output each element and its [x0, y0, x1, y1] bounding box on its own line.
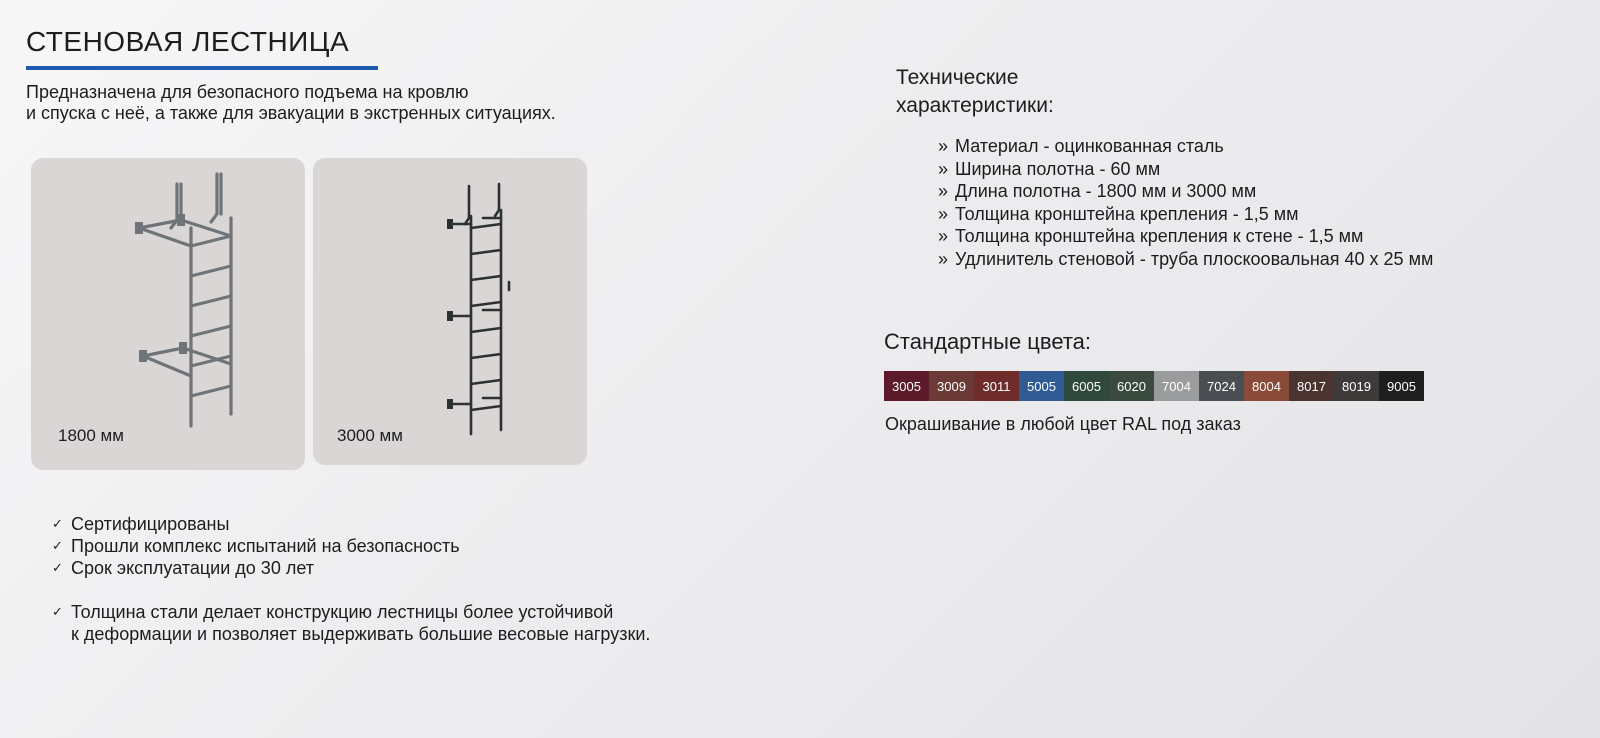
intro-line-1: Предназначена для безопасного подъема на кровлю [26, 82, 469, 102]
double-chevron-icon: » [938, 158, 949, 179]
benefit-item [52, 557, 792, 579]
product-card-1800 [31, 158, 305, 470]
color-swatch-9005: 9005 [1379, 371, 1424, 401]
benefit-text: Прошли комплекс испытаний на безопасность [71, 536, 460, 556]
color-swatch-7004: 7004 [1154, 371, 1199, 401]
product-caption-1800: 1800 мм [58, 426, 124, 445]
benefit-strength-line-1: Толщина стали делает конструкцию лестницы более устойчивой [71, 602, 614, 622]
intro-text [26, 82, 726, 124]
check-icon: ✓ [52, 560, 63, 575]
color-swatch-6020: 6020 [1109, 371, 1154, 401]
color-swatch-5005: 5005 [1019, 371, 1064, 401]
spec-item [938, 158, 1433, 181]
spec-item [938, 225, 1433, 248]
check-icon: ✓ [52, 538, 63, 553]
double-chevron-icon: » [938, 136, 949, 156]
color-swatch-8019: 8019 [1334, 371, 1379, 401]
benefit-strength-line-2: к деформации и позволяет выдерживать большие весовые нагрузки. [71, 624, 651, 644]
colors-title: Стандартные цвета: [884, 329, 1092, 354]
color-swatch-3005: 3005 [884, 371, 929, 401]
spec-item [938, 135, 1433, 158]
benefit-item-strength [52, 601, 792, 645]
color-swatch-8017: 8017 [1289, 371, 1334, 401]
title-underline [26, 66, 378, 70]
benefit-text: Срок эксплуатации до 30 лет [71, 558, 314, 578]
ladder-3000-image [313, 158, 587, 465]
double-chevron-icon: » [938, 203, 949, 224]
double-chevron-icon: » [938, 248, 949, 269]
color-swatch-8004: 8004 [1244, 371, 1289, 401]
check-icon: ✓ [52, 604, 63, 619]
page-title: СТЕНОВАЯ ЛЕСТНИЦА [26, 26, 350, 57]
spec-text: Ширина полотна - 60 мм [955, 158, 1161, 179]
spec-item [938, 203, 1433, 226]
color-swatch-3009: 3009 [929, 371, 974, 401]
product-caption-3000: 3000 мм [337, 426, 403, 445]
color-swatch-3011: 3011 [974, 371, 1019, 401]
double-chevron-icon: » [938, 181, 949, 201]
spec-text: Толщина кронштейна крепления - 1,5 мм [955, 203, 1299, 224]
color-swatches [884, 371, 1424, 401]
spec-text: Толщина кронштейна крепления к стене - 1,5 мм [955, 226, 1364, 246]
specs-list [938, 135, 1433, 270]
colors-note: Окрашивание в любой цвет RAL под заказ [885, 414, 1241, 434]
specs-title-line-1: Технические [896, 66, 1019, 89]
ladder-1800-image [31, 158, 305, 470]
benefits-list [52, 513, 792, 645]
double-chevron-icon: » [938, 226, 949, 246]
spec-text: Удлинитель стеновой - труба плоскоовальная 40 х 25 мм [955, 248, 1434, 269]
specs-title [896, 64, 1196, 120]
spec-text: Материал - оцинкованная сталь [955, 136, 1224, 156]
intro-line-2: и спуска с неё, а также для эвакуации в экстренных ситуациях. [26, 103, 556, 123]
color-swatch-6005: 6005 [1064, 371, 1109, 401]
spec-text: Длина полотна - 1800 мм и 3000 мм [955, 181, 1257, 201]
specs-title-line-2: характеристики: [896, 94, 1054, 117]
product-card-3000 [313, 158, 587, 465]
check-icon: ✓ [52, 516, 63, 531]
benefit-text: Сертифицированы [71, 514, 230, 534]
spec-item [938, 180, 1433, 203]
spec-item [938, 248, 1433, 271]
benefit-item [52, 535, 792, 557]
benefit-item [52, 513, 792, 535]
color-swatch-7024: 7024 [1199, 371, 1244, 401]
